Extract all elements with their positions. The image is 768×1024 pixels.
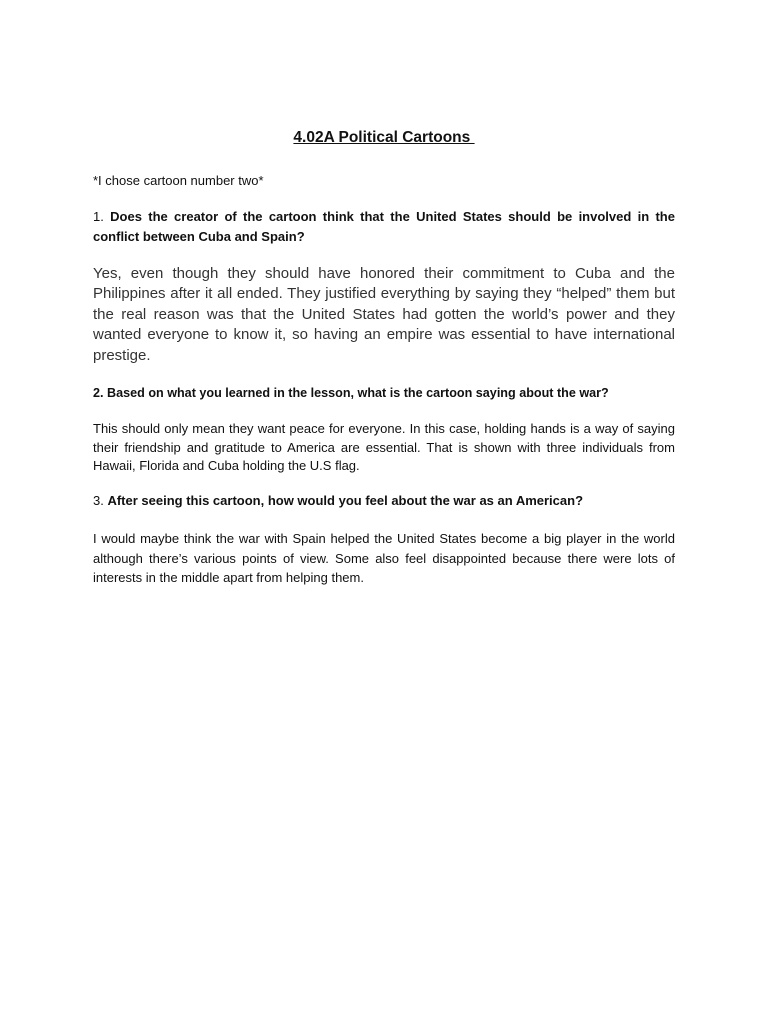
question-2-number: 2.	[93, 386, 108, 400]
question-2-text: Based on what you learned in the lesson, what is the cartoon saying about the war?	[107, 386, 609, 400]
question-3-text: After seeing this cartoon, how would you feel about the war as an American?	[107, 493, 584, 508]
answer-3: I would maybe think the war with Spain helped the United States become a big player in the world although there’s various points of view. Some also feel disappointed because there were lots of interests in the middle apart from helping them.	[93, 531, 675, 585]
answer-1: Yes, even though they should have honored their commitment to Cuba and the Philippines after it all ended. They justified everything by saying they “helped” them but the real reason was that the United States had gotten the world’s power and they wanted everyone to know it, so having an empire was essential to have international prestige.	[93, 265, 675, 364]
answer-2: This should only mean they want peace for everyone. In this case, holding hands is a way of saying their friendship and gratitude to America are essential. That is shown with three individuals from Hawaii, Florida and Cuba holding the U.S flag.	[93, 421, 675, 473]
question-1-text: Does the creator of the cartoon think that the United States should be involved in the conflict between Cuba and Spain?	[93, 209, 675, 244]
question-3-number: 3.	[93, 493, 108, 508]
question-2	[93, 384, 675, 402]
question-1-number: 1.	[93, 209, 111, 224]
page-title: 4.02A Political Cartoons	[293, 129, 475, 146]
question-1	[93, 207, 675, 247]
cartoon-choice-note: *I chose cartoon number two*	[93, 173, 264, 188]
question-3	[93, 492, 675, 510]
